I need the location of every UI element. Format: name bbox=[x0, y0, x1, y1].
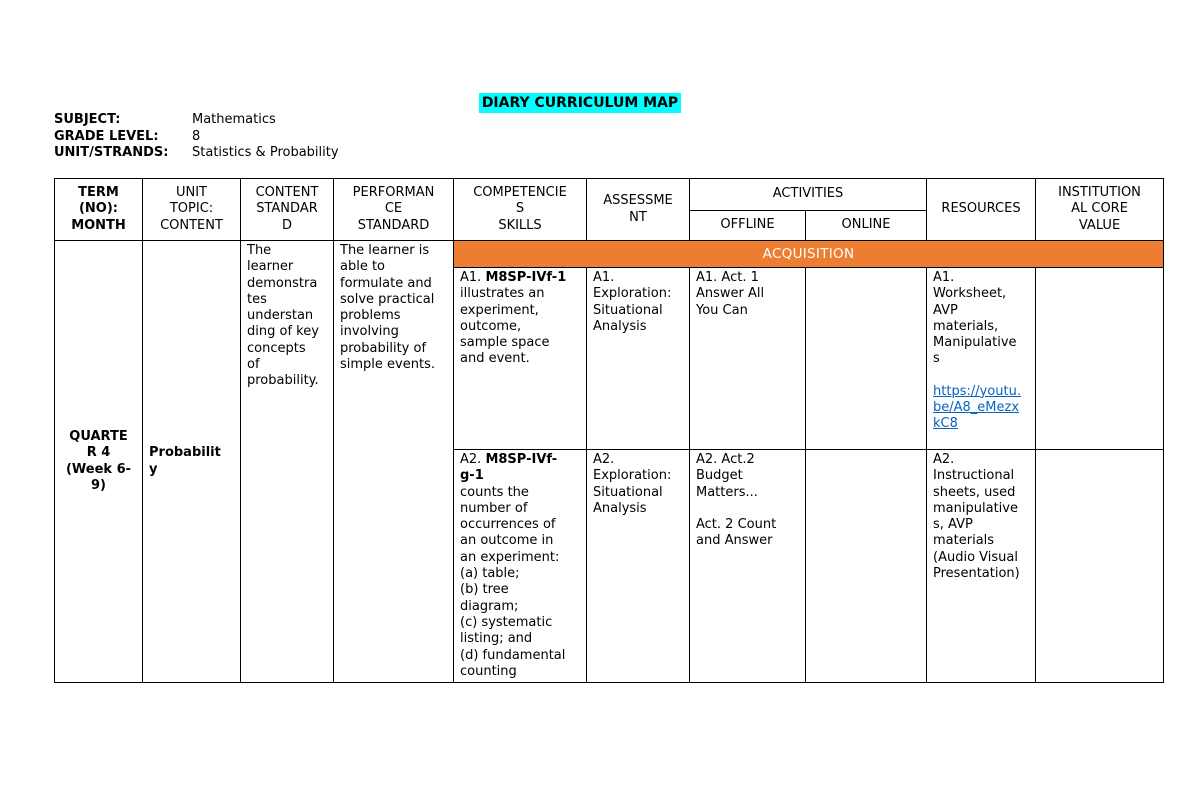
competency-line: outcome, bbox=[460, 318, 522, 334]
header-competencies: COMPETENCIE S SKILLS bbox=[454, 179, 587, 241]
competency-line: (c) systematic bbox=[460, 614, 553, 630]
assessment-line: Analysis bbox=[593, 318, 647, 334]
header-content-standard: CONTENT STANDAR D bbox=[241, 179, 334, 241]
resource-line: sheets, used bbox=[933, 484, 1016, 500]
competency-prefix: A2. bbox=[460, 452, 486, 467]
header-offline: OFFLINE bbox=[690, 211, 806, 241]
offline-line: Budget bbox=[696, 468, 743, 484]
assessment-line: Exploration: bbox=[593, 468, 672, 484]
meta-subject bbox=[54, 112, 339, 129]
resource-line: materials bbox=[933, 533, 995, 549]
resource-line: s, AVP bbox=[933, 517, 973, 533]
online-activity-cell bbox=[806, 450, 927, 683]
assessment-line: Situational bbox=[593, 484, 663, 500]
competency-line: number of bbox=[460, 500, 528, 516]
offline-line: Matters... bbox=[696, 484, 758, 500]
term-cell: QUARTE R 4 (Week 6- 9) bbox=[55, 241, 143, 683]
acquisition-banner: ACQUISITION bbox=[454, 241, 1164, 268]
assessment-line: Situational bbox=[593, 302, 663, 318]
competency-cell bbox=[454, 450, 587, 683]
assessment-line: A1. bbox=[593, 270, 615, 285]
competency-line: (d) fundamental bbox=[460, 647, 566, 663]
competency-line: (a) table; bbox=[460, 566, 520, 582]
resource-link[interactable] bbox=[933, 384, 1021, 432]
competency-line: illustrates an bbox=[460, 286, 545, 302]
resource-line: A2. bbox=[933, 452, 955, 467]
resource-line: Worksheet, bbox=[933, 286, 1007, 302]
resource-line: AVP bbox=[933, 302, 958, 318]
assessment-cell bbox=[587, 450, 690, 683]
link-line[interactable]: kC8 bbox=[933, 416, 958, 432]
curriculum-map-table bbox=[54, 178, 1164, 683]
core-value-cell bbox=[1036, 268, 1164, 450]
unit-topic-cell: Probabilit y bbox=[143, 241, 241, 683]
meta-value: Mathematics bbox=[192, 112, 276, 127]
header-term: TERM (NO): MONTH bbox=[55, 179, 143, 241]
online-activity-cell bbox=[806, 268, 927, 450]
competency-line: diagram; bbox=[460, 598, 519, 614]
meta-key: GRADE LEVEL: bbox=[54, 128, 159, 144]
resource-line: s bbox=[933, 351, 940, 367]
meta-grade-level bbox=[54, 129, 339, 146]
competency-line: an outcome in bbox=[460, 533, 554, 549]
meta-key: SUBJECT: bbox=[54, 112, 121, 127]
competency-line: and event. bbox=[460, 351, 530, 367]
competency-line: listing; and bbox=[460, 631, 533, 647]
competency-cell bbox=[454, 268, 587, 450]
resource-line: materials, bbox=[933, 318, 999, 334]
resource-line: manipulative bbox=[933, 500, 1018, 516]
competency-line: an experiment: bbox=[460, 549, 560, 565]
offline-line: Act. 2 Count bbox=[696, 516, 777, 532]
meta-value: Statistics & Probability bbox=[192, 145, 339, 160]
resource-line: Instructional bbox=[933, 468, 1015, 484]
acquisition-row bbox=[55, 241, 1164, 268]
resource-line: A1. bbox=[933, 270, 955, 285]
resources-cell bbox=[927, 450, 1036, 683]
competency-line: counting bbox=[460, 663, 517, 679]
performance-standard-cell: The learner is able to formulate and solve practical problems involving probability of simple events. bbox=[334, 241, 454, 683]
meta-key: UNIT/STRANDS: bbox=[54, 145, 169, 160]
resources-cell bbox=[927, 268, 1036, 450]
header-unit-topic: UNIT TOPIC: CONTENT bbox=[143, 179, 241, 241]
assessment-cell bbox=[587, 268, 690, 450]
offline-line: A1. Act. 1 bbox=[696, 270, 759, 285]
title-wrapper bbox=[0, 92, 1200, 113]
link-line[interactable]: https://youtu. bbox=[933, 383, 1021, 399]
offline-line: You Can bbox=[696, 302, 748, 318]
meta-block bbox=[54, 112, 339, 162]
header-online: ONLINE bbox=[806, 211, 927, 241]
header-performance-standard: PERFORMAN CE STANDARD bbox=[334, 179, 454, 241]
offline-line: A2. Act.2 bbox=[696, 452, 755, 467]
header-activities: ACTIVITIES bbox=[690, 179, 927, 211]
competency-line: occurrences of bbox=[460, 517, 556, 533]
header-resources: RESOURCES bbox=[927, 179, 1036, 241]
link-line[interactable]: be/A8_eMezx bbox=[933, 400, 1020, 416]
content-standard-cell: The learner demonstra tes understan ding of key concepts of probability. bbox=[241, 241, 334, 683]
competency-code: M8SP-IVf-1 bbox=[485, 270, 567, 285]
header-row bbox=[55, 179, 1164, 211]
offline-line: Answer All bbox=[696, 286, 765, 302]
resource-line: Presentation) bbox=[933, 566, 1020, 582]
offline-line: and Answer bbox=[696, 533, 773, 549]
assessment-line: Analysis bbox=[593, 500, 647, 516]
assessment-line: Exploration: bbox=[593, 286, 672, 302]
header-core-value: INSTITUTION AL CORE VALUE bbox=[1036, 179, 1164, 241]
document-title: DIARY CURRICULUM MAP bbox=[479, 93, 681, 113]
resource-line: Manipulative bbox=[933, 335, 1017, 351]
resource-line: (Audio Visual bbox=[933, 549, 1018, 565]
core-value-cell bbox=[1036, 450, 1164, 683]
meta-unit-strands bbox=[54, 145, 339, 162]
header-assessment: ASSESSME NT bbox=[587, 179, 690, 241]
competency-code: M8SP-IVf- g-1 bbox=[460, 452, 558, 484]
competency-line: sample space bbox=[460, 335, 550, 351]
competency-prefix: A1. bbox=[460, 270, 486, 285]
offline-activity-cell bbox=[690, 450, 806, 683]
assessment-line: A2. bbox=[593, 452, 615, 467]
offline-activity-cell bbox=[690, 268, 806, 450]
competency-line: counts the bbox=[460, 484, 529, 500]
meta-value: 8 bbox=[192, 128, 201, 144]
competency-line: experiment, bbox=[460, 302, 539, 318]
competency-line: (b) tree bbox=[460, 582, 509, 598]
